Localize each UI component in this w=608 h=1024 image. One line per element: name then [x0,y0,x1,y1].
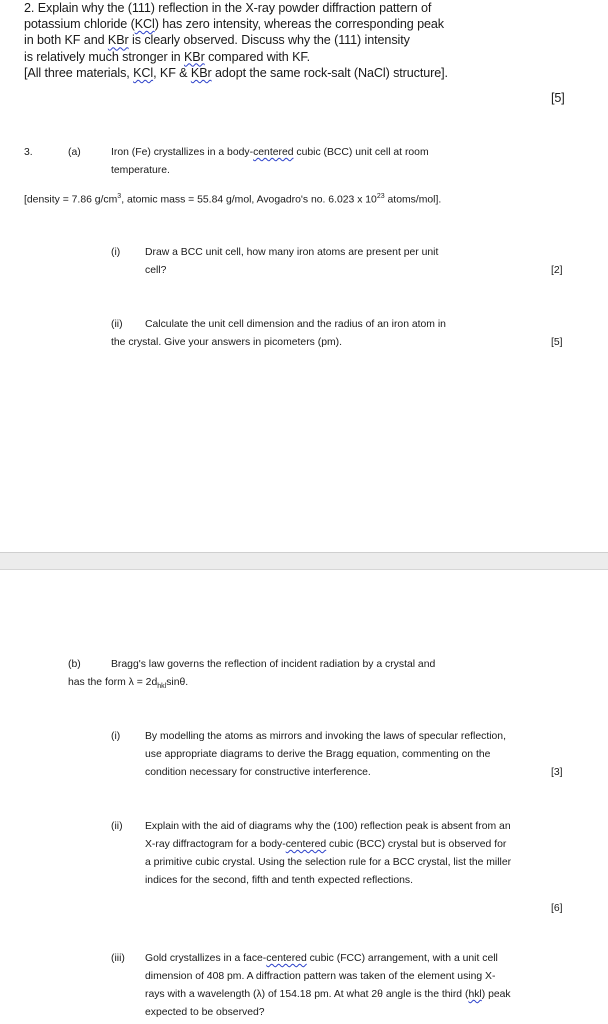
q3bii-text: Explain with the aid of diagrams why the (100) reflection peak is absent from an X-ray diffractogram for a body-centered cubic (BCC) crystal but is observed for a primitive cubic crystal. Using the selection rule for a BCC crystal, list the miller indices for the second, fifth and tenth expected reflections. [145,821,512,886]
q3a-given-data: [density = 7.86 $g/cm^3$, atomic mass = 55.84 g/mol, Avogadro's no. 6.023 x $10^{23}$ atoms/mol]. [24,193,442,206]
q3bi-marks: [3] [551,767,563,778]
q3b-text1: Bragg's law governs the reflection of incident radiation by a crystal and [111,659,436,670]
q2-line: [All three materials, KCl, KF & KBr adopt the same rock-salt (NaCl) structure]. [24,65,448,80]
q2-line: potassium chloride (KCl) has zero intensity, whereas the corresponding peak [24,17,444,32]
q3aii-text2: the crystal. Give your answers in picometers (pm). [111,337,342,348]
q2-line: in both KF and KBr is clearly observed. Discuss why the (111) intensity [24,33,410,48]
q3b-label: (b) [68,659,81,670]
q3aii-marks: [5] [551,337,563,348]
page-break-divider [0,552,608,570]
q3-number: 3. [24,147,33,158]
q3a-text: Iron (Fe) crystallizes in a body-centered cubic (BCC) unit cell at room temperature. [111,147,429,176]
q3bi-text: By modelling the atoms as mirrors and invoking the laws of specular reflection, use appropriate diagrams to derive the Bragg equation, commenting on the condition necessary for constructive interference. [145,731,506,778]
q3ai-marks: [2] [551,265,563,276]
q3ai-label: (i) [111,247,121,258]
q3biii-label: (iii) [111,953,125,964]
q3b-text2: has the form $\lambda = 2d_{hkl}\sin\theta$. [68,677,189,691]
q3bi-label: (i) [111,731,121,742]
q3ai-text: Draw a BCC unit cell, how many iron atoms are present per unit cell? [145,247,439,276]
q3biii-text: Gold crystallizes in a face-centered cubic (FCC) arrangement, with a unit cell dimension of 408 pm. A diffraction pattern was taken of the element using X- rays with a wavelength (λ) of 154.18 pm. At what 2θ angle is the third (hkl) peak expected to be observed? [145,953,511,1018]
q3bii-marks: [6] [551,903,563,914]
q3aii-text1: Calculate the unit cell dimension and the radius of an iron atom in [145,319,446,330]
q3aii-label: (ii) [111,319,123,330]
q3bii-label: (ii) [111,821,123,832]
q2-line: is relatively much stronger in KBr compared with KF. [24,49,310,64]
q2-marks: [5] [551,91,565,105]
q2-line: 2. Explain why the (111) reflection in the X-ray powder diffraction pattern of [24,1,432,15]
q3a-label: (a) [68,147,81,158]
question-2 [24,0,544,81]
